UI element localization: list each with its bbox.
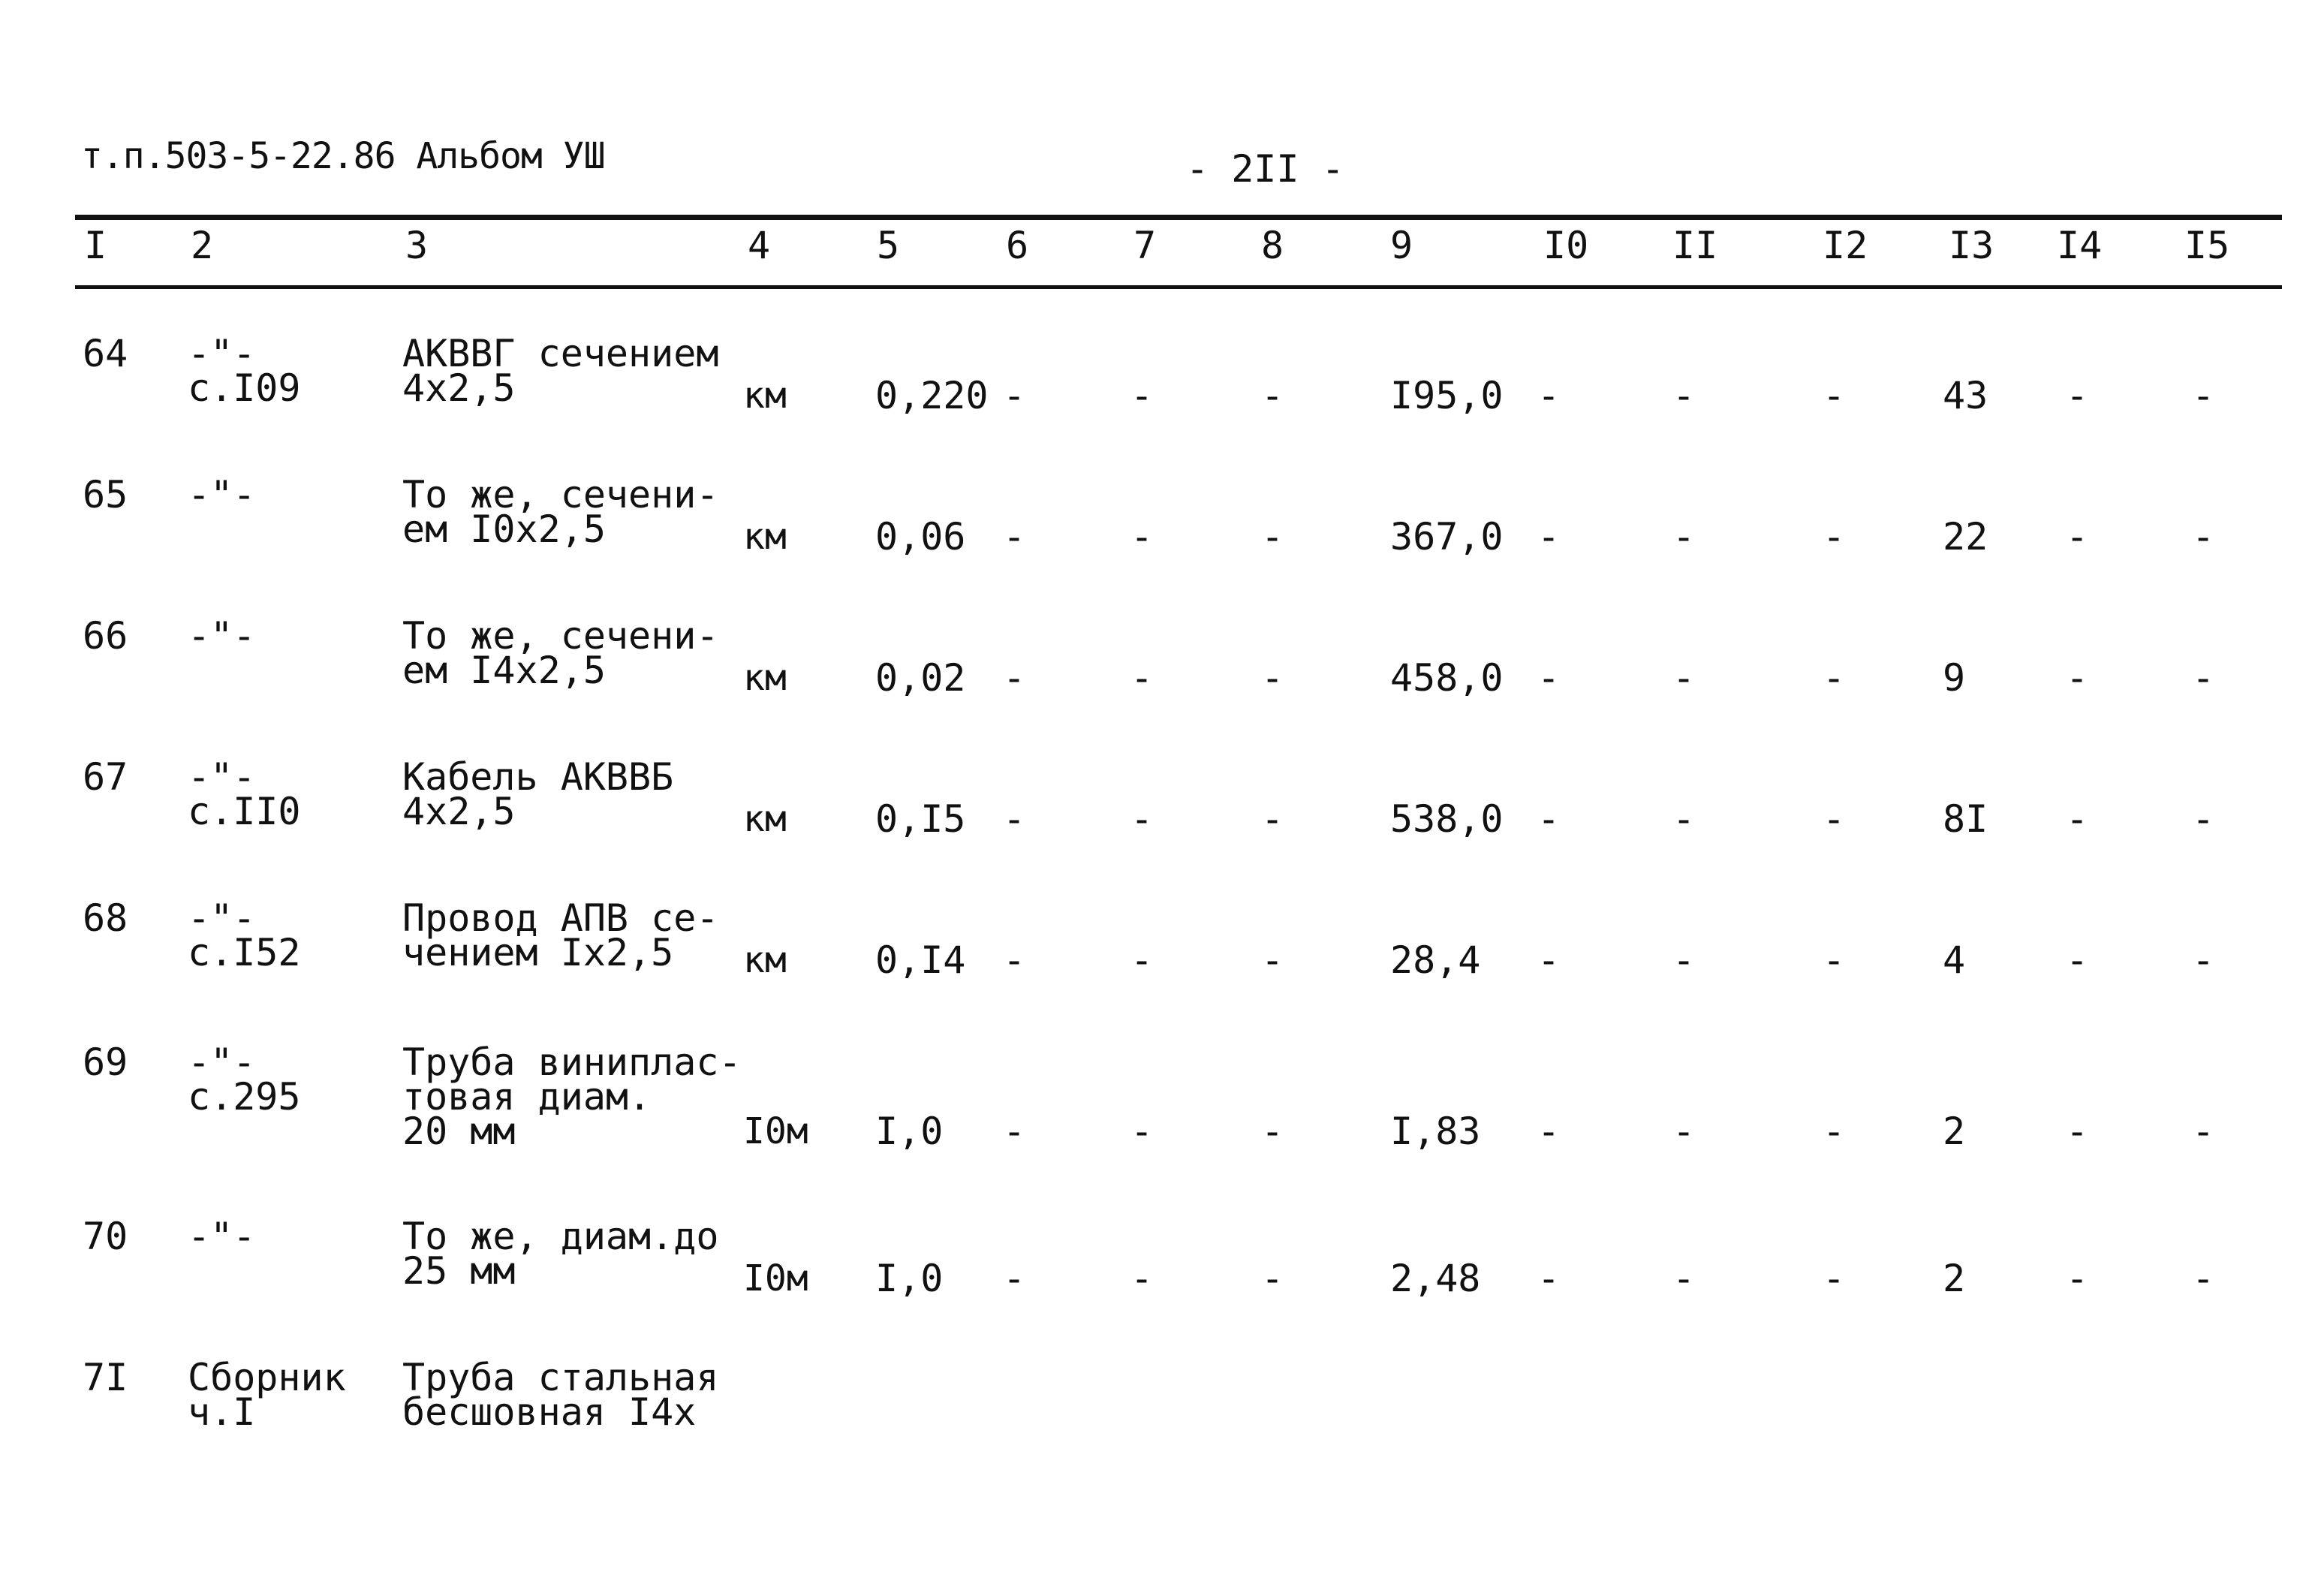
cell-c13: 8I xyxy=(1943,797,1988,841)
item-description: АКВВГ сечением xyxy=(402,332,719,375)
cell-c13: 9 xyxy=(1943,656,1966,700)
row-number: 67 xyxy=(83,755,128,799)
cell-c12: - xyxy=(1823,1110,1846,1153)
header-rule-top xyxy=(75,215,2282,220)
column-header-11: II xyxy=(1672,224,1718,267)
cell-qty: I,0 xyxy=(875,1110,944,1153)
cell-c11: - xyxy=(1672,797,1696,841)
cell-c10: - xyxy=(1537,1257,1561,1300)
row-number: 70 xyxy=(83,1215,128,1258)
cell-c14: - xyxy=(2066,938,2089,982)
item-description: Труба виниплас- xyxy=(402,1040,742,1084)
cell-c11: - xyxy=(1672,1110,1696,1153)
item-description: То же, сечени- xyxy=(402,473,719,516)
cell-unit: I0м xyxy=(743,1110,808,1152)
cell-c12: - xyxy=(1823,797,1846,841)
cell-c12: - xyxy=(1823,1257,1846,1300)
row-number: 65 xyxy=(83,473,128,516)
cell-unit: I0м xyxy=(743,1257,808,1299)
cell-qty: 0,06 xyxy=(875,515,966,559)
cell-c11: - xyxy=(1672,374,1696,417)
cell-c12: - xyxy=(1823,515,1846,559)
cell-qty: 0,I5 xyxy=(875,797,966,841)
cell-unit: км xyxy=(743,798,787,840)
source-reference: -"- xyxy=(188,614,256,658)
column-header-1: I xyxy=(84,224,107,267)
cell-c8: - xyxy=(1261,797,1284,841)
cell-c14: - xyxy=(2066,1257,2089,1300)
cell-c14: - xyxy=(2066,515,2089,559)
item-description: Провод АПВ се- xyxy=(402,896,719,940)
cell-c13: 22 xyxy=(1943,515,1988,559)
cell-c7: - xyxy=(1130,938,1154,982)
cell-c13: 4 xyxy=(1943,938,1966,982)
cell-c6: - xyxy=(1003,938,1026,982)
cell-unit: км xyxy=(743,939,787,981)
cell-c13: 43 xyxy=(1943,374,1988,417)
cell-c8: - xyxy=(1261,1110,1284,1153)
source-reference: Сборник xyxy=(188,1356,346,1399)
cell-c6: - xyxy=(1003,1257,1026,1300)
column-header-14: I4 xyxy=(2057,224,2103,267)
column-header-13: I3 xyxy=(1949,224,1994,267)
item-description: 20 мм xyxy=(402,1110,516,1153)
cell-c11: - xyxy=(1672,1257,1696,1300)
cell-unit: км xyxy=(743,516,787,558)
cell-c15: - xyxy=(2192,1110,2215,1153)
cell-c10: - xyxy=(1537,797,1561,841)
cell-qty: 0,02 xyxy=(875,656,966,700)
cell-c6: - xyxy=(1003,797,1026,841)
cell-c8: - xyxy=(1261,374,1284,417)
source-reference: с.I52 xyxy=(188,931,301,974)
source-reference: -"- xyxy=(188,1215,256,1258)
column-header-9: 9 xyxy=(1390,224,1413,267)
cell-c7: - xyxy=(1130,1257,1154,1300)
page-number: - 2II - xyxy=(1186,147,1344,191)
cell-c9: 458,0 xyxy=(1390,656,1504,700)
cell-c6: - xyxy=(1003,515,1026,559)
source-reference: с.I09 xyxy=(188,366,301,410)
cell-unit: км xyxy=(743,375,787,417)
cell-c9: 2,48 xyxy=(1390,1257,1481,1300)
row-number: 7I xyxy=(83,1356,128,1399)
cell-c15: - xyxy=(2192,374,2215,417)
cell-c10: - xyxy=(1537,374,1561,417)
item-description: бесшовная I4х xyxy=(402,1390,697,1434)
item-description: 4х2,5 xyxy=(402,790,516,833)
cell-c14: - xyxy=(2066,797,2089,841)
cell-c6: - xyxy=(1003,1110,1026,1153)
cell-c9: I,83 xyxy=(1390,1110,1481,1153)
column-header-4: 4 xyxy=(748,224,771,267)
source-reference: -"- xyxy=(188,896,256,940)
cell-c15: - xyxy=(2192,656,2215,700)
row-number: 69 xyxy=(83,1040,128,1084)
cell-c9: I95,0 xyxy=(1390,374,1504,417)
cell-c7: - xyxy=(1130,1110,1154,1153)
cell-c7: - xyxy=(1130,374,1154,417)
cell-c10: - xyxy=(1537,515,1561,559)
item-description: Труба стальная xyxy=(402,1356,719,1399)
cell-c14: - xyxy=(2066,656,2089,700)
item-description: То же, диам.до xyxy=(402,1215,719,1258)
cell-c15: - xyxy=(2192,1257,2215,1300)
source-reference: ч.I xyxy=(188,1390,256,1434)
cell-c10: - xyxy=(1537,656,1561,700)
row-number: 68 xyxy=(83,896,128,940)
cell-qty: 0,220 xyxy=(875,374,989,417)
source-reference: с.II0 xyxy=(188,790,301,833)
cell-c12: - xyxy=(1823,656,1846,700)
cell-c15: - xyxy=(2192,797,2215,841)
cell-c15: - xyxy=(2192,938,2215,982)
cell-c10: - xyxy=(1537,1110,1561,1153)
cell-c13: 2 xyxy=(1943,1110,1966,1153)
column-header-5: 5 xyxy=(877,224,900,267)
column-header-6: 6 xyxy=(1006,224,1029,267)
cell-c8: - xyxy=(1261,938,1284,982)
item-description: чением Iх2,5 xyxy=(402,931,674,974)
document-reference: т.п.503-5-22.86 Альбом УШ xyxy=(81,135,605,177)
cell-c9: 28,4 xyxy=(1390,938,1481,982)
item-description: Кабель АКВВБ xyxy=(402,755,674,799)
cell-c10: - xyxy=(1537,938,1561,982)
column-header-10: I0 xyxy=(1543,224,1589,267)
cell-c7: - xyxy=(1130,797,1154,841)
cell-c7: - xyxy=(1130,515,1154,559)
item-description: товая диам. xyxy=(402,1075,652,1119)
row-number: 66 xyxy=(83,614,128,658)
source-reference: -"- xyxy=(188,473,256,516)
column-header-15: I5 xyxy=(2184,224,2230,267)
source-reference: -"- xyxy=(188,1040,256,1084)
cell-c13: 2 xyxy=(1943,1257,1966,1300)
column-header-8: 8 xyxy=(1261,224,1284,267)
cell-qty: 0,I4 xyxy=(875,938,966,982)
header-rule-bottom xyxy=(75,285,2282,289)
cell-c9: 367,0 xyxy=(1390,515,1504,559)
item-description: ем I0х2,5 xyxy=(402,507,606,551)
cell-c11: - xyxy=(1672,656,1696,700)
cell-c8: - xyxy=(1261,515,1284,559)
cell-c7: - xyxy=(1130,656,1154,700)
cell-c9: 538,0 xyxy=(1390,797,1504,841)
cell-c6: - xyxy=(1003,656,1026,700)
cell-unit: км xyxy=(743,657,787,699)
source-reference: -"- xyxy=(188,332,256,375)
cell-c6: - xyxy=(1003,374,1026,417)
source-reference: -"- xyxy=(188,755,256,799)
column-header-2: 2 xyxy=(191,224,214,267)
cell-c12: - xyxy=(1823,374,1846,417)
item-description: То же, сечени- xyxy=(402,614,719,658)
cell-c8: - xyxy=(1261,656,1284,700)
cell-c12: - xyxy=(1823,938,1846,982)
cell-c15: - xyxy=(2192,515,2215,559)
cell-c11: - xyxy=(1672,938,1696,982)
source-reference: с.295 xyxy=(188,1075,301,1119)
item-description: 4х2,5 xyxy=(402,366,516,410)
cell-c8: - xyxy=(1261,1257,1284,1300)
row-number: 64 xyxy=(83,332,128,375)
cell-c11: - xyxy=(1672,515,1696,559)
item-description: 25 мм xyxy=(402,1249,516,1293)
column-header-3: 3 xyxy=(405,224,429,267)
column-header-12: I2 xyxy=(1823,224,1868,267)
cell-qty: I,0 xyxy=(875,1257,944,1300)
cell-c14: - xyxy=(2066,374,2089,417)
cell-c14: - xyxy=(2066,1110,2089,1153)
item-description: ем I4х2,5 xyxy=(402,649,606,692)
column-header-7: 7 xyxy=(1133,224,1157,267)
